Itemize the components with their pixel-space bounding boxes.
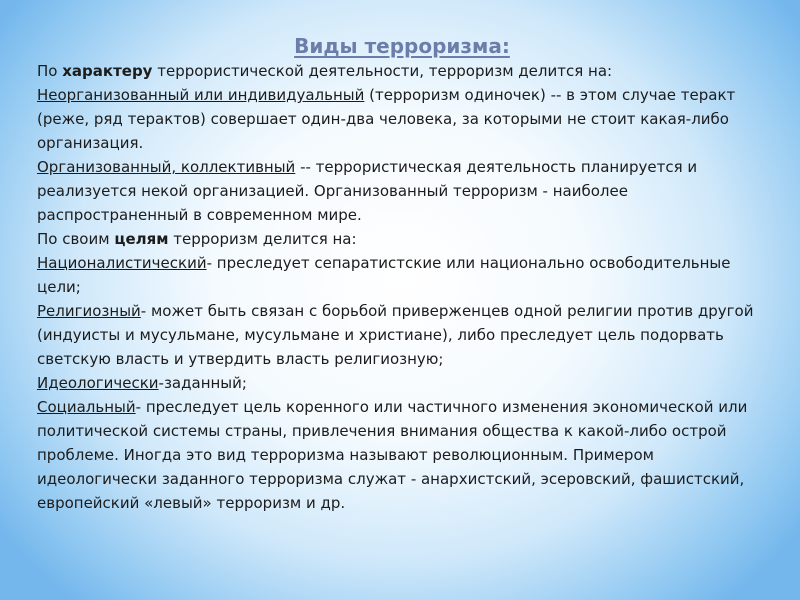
unorganized-paragraph — [37, 83, 767, 155]
organized-text: -- террористическая деятельность планируется и реализуется некой организацией. Организованный терроризм - наиболее распространенный в современном мире. — [37, 158, 698, 224]
nationalist-paragraph — [37, 251, 767, 299]
slide-content — [37, 33, 767, 515]
intro-paragraph — [37, 59, 767, 83]
social-term: Социальный — [37, 398, 136, 416]
ideological-paragraph — [37, 371, 767, 395]
goals-intro-paragraph — [37, 227, 767, 251]
intro-keyword: характеру — [62, 62, 153, 80]
social-text: - преследует цель коренного или частичного изменения экономической или политической системы страны, привлечения внимания общества к какой-либо острой проблеме. Иногда это вид терроризма называют революционным. Примером идеологически заданного терроризма служат - анархистский, эсеровский, фашистский, европейский «левый» терроризм и др. — [37, 398, 748, 512]
goals-intro-suffix: терроризм делится на: — [168, 230, 357, 248]
religious-paragraph — [37, 299, 767, 371]
ideological-text: -заданный; — [158, 374, 247, 392]
religious-term: Религиозный — [37, 302, 141, 320]
religious-text: - может быть связан с борьбой приверженцев одной религии против другой (индуисты и мусульмане, мусульмане и христиане), либо преследует цель подорвать светскую власть и утвердить власть религиозную; — [37, 302, 754, 368]
unorganized-term: Неорганизованный или индивидуальный — [37, 86, 365, 104]
nationalist-term: Националистический — [37, 254, 207, 272]
nationalist-text: - преследует сепаратистские или национально освободительные цели; — [37, 254, 731, 296]
intro-prefix: По — [37, 62, 63, 80]
goals-intro-prefix: По своим — [37, 230, 115, 248]
unorganized-text: (терроризм одиночек) -- в этом случае теракт (реже, ряд терактов) совершает один-два человека, за которыми не стоит какая-либо организация. — [37, 86, 736, 152]
social-paragraph — [37, 395, 767, 515]
goals-intro-keyword: целям — [114, 230, 169, 248]
organized-term: Организованный, коллективный — [37, 158, 296, 176]
ideological-term: Идеологически — [37, 374, 159, 392]
slide-title: Виды терроризма: — [294, 34, 510, 58]
organized-paragraph — [37, 155, 767, 227]
intro-suffix: террористической деятельности, терроризм делится на: — [152, 62, 613, 80]
